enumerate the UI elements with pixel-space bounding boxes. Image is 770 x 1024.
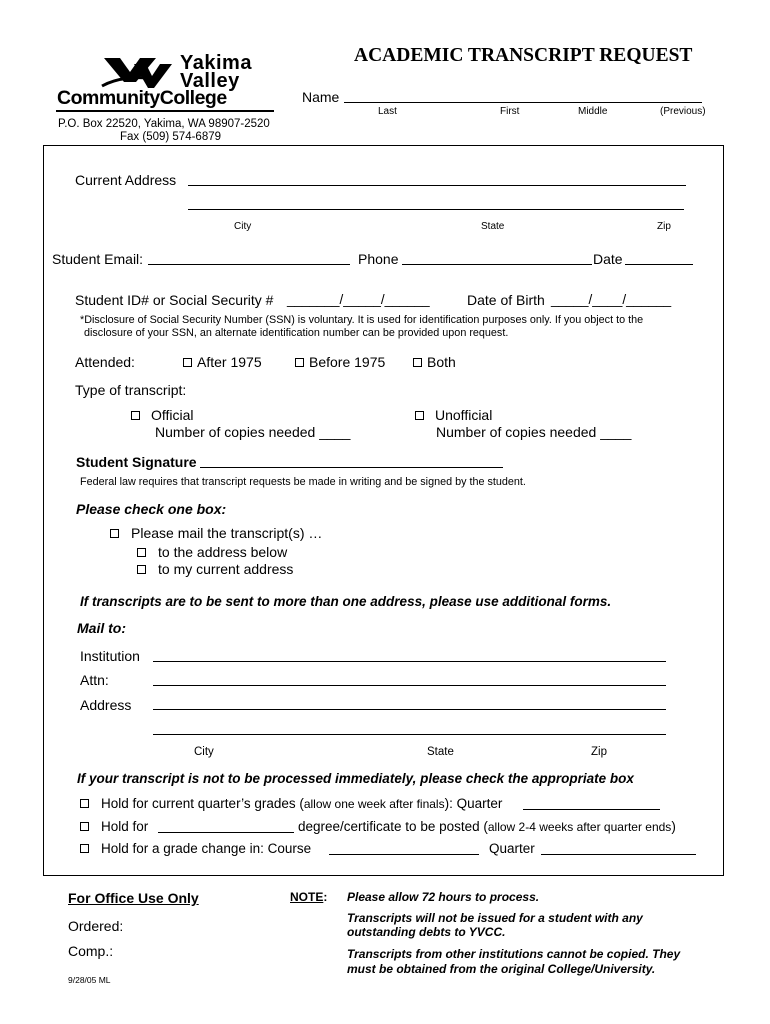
checkbox[interactable] [80,799,89,808]
mail-to-address-below[interactable]: to the address below [137,544,287,560]
mail-sub-city: City [194,746,214,758]
federal-note: Federal law requires that transcript requests be made in writing and be signed by the student. [80,476,526,488]
hold-degree-field[interactable] [158,832,294,833]
name-field[interactable] [344,102,702,103]
official-option[interactable]: Official [131,407,194,423]
institution-field[interactable] [153,661,666,662]
grade-quarter-field[interactable] [541,854,696,855]
page-title: ACADEMIC TRANSCRIPT REQUEST [354,45,693,66]
transcript-type-label: Type of transcript: [75,382,187,398]
note-line-2: Transcripts will not be issued for a student with any [347,911,643,925]
college-fax: Fax (509) 574-6879 [120,131,222,143]
checkbox[interactable] [131,411,140,420]
office-ordered: Ordered: [68,918,124,934]
attn-field[interactable] [153,685,666,686]
signature-field[interactable] [200,467,503,468]
dob-label: Date of Birth [467,292,545,308]
phone-label: Phone [358,251,399,267]
checkbox[interactable] [183,358,192,367]
mail-address-label: Address [80,697,132,713]
date-label: Date [593,251,623,267]
logo-yakima: Yakima [180,52,252,74]
current-address-field-2[interactable] [188,209,684,210]
checkbox[interactable] [80,822,89,831]
addr-sub-state: State [481,221,505,232]
hold-grade-change[interactable]: Hold for a grade change in: Course [80,841,311,856]
checkbox[interactable] [137,548,146,557]
checkbox[interactable] [415,411,424,420]
checkbox[interactable] [295,358,304,367]
office-use-heading: For Office Use Only [68,890,199,906]
attended-both[interactable]: Both [413,354,456,370]
student-id-field[interactable]: _______/_____/______ [287,292,430,307]
name-sub-last: Last [378,106,397,117]
mail-to-heading: Mail to: [77,620,126,636]
current-address-label: Current Address [75,172,177,188]
note-line-1: Please allow 72 hours to process. [347,890,540,904]
email-label: Student Email: [52,251,144,267]
processing-heading: If your transcript is not to be processed immediately, please check the appropriate box [77,771,634,786]
logo-valley: Valley [180,70,240,92]
checkbox[interactable] [80,844,89,853]
student-id-label: Student ID# or Social Security # [75,292,274,308]
hold-quarter-field[interactable] [523,809,660,810]
college-logo [52,52,277,114]
mail-to-current-address[interactable]: to my current address [137,561,293,577]
dob-field[interactable]: _____/____/______ [551,292,672,307]
mail-sub-state: State [427,746,454,758]
multi-address-note: If transcripts are to be sent to more than one address, please use additional forms. [80,594,612,609]
checkbox[interactable] [110,529,119,538]
mail-transcript-option[interactable]: Please mail the transcript(s) … [110,525,322,541]
office-comp: Comp.: [68,943,114,959]
name-sub-previous: (Previous) [660,106,706,117]
name-label: Name [302,89,340,105]
hold-current-quarter[interactable]: Hold for current quarter’s grades (allow one week after finals): Quarter [80,796,502,811]
unofficial-option[interactable]: Unofficial [415,407,492,423]
grade-quarter-label: Quarter [489,841,535,856]
attn-label: Attn: [80,672,109,688]
checkbox[interactable] [413,358,422,367]
attended-after-1975[interactable]: After 1975 [183,354,262,370]
hold-degree-text: degree/certificate to be posted (allow 2-4 weeks after quarter ends) [298,819,676,834]
note-line-5: must be obtained from the original College/University. [347,962,656,976]
addr-sub-zip: Zip [657,221,671,232]
mail-address-field-1[interactable] [153,709,666,710]
name-sub-first: First [500,106,520,117]
attended-before-1975[interactable]: Before 1975 [295,354,385,370]
yv-monogram-icon [100,52,178,92]
mail-sub-zip: Zip [591,746,607,758]
note-line-3: outstanding debts to YVCC. [347,925,506,939]
name-sub-middle: Middle [578,106,608,117]
revision-code: 9/28/05 ML [68,975,111,985]
course-field[interactable] [329,854,479,855]
email-field[interactable] [148,264,350,265]
date-field[interactable] [625,264,693,265]
check-one-heading: Please check one box: [76,501,227,517]
mail-address-field-2[interactable] [153,734,666,735]
unofficial-copies[interactable]: Number of copies needed ____ [436,424,632,440]
addr-sub-city: City [234,221,252,232]
attended-label: Attended: [75,354,135,370]
current-address-field-1[interactable] [188,185,686,186]
note-line-4: Transcripts from other institutions cannot be copied. They [347,947,681,961]
ssn-note-line2: disclosure of your SSN, an alternate identification number can be provided upon request. [84,327,509,339]
logo-community-college: CommunityCollege [57,87,227,109]
hold-degree[interactable]: Hold for [80,819,148,834]
college-address: P.O. Box 22520, Yakima, WA 98907-2520 [58,118,270,130]
note-label: NOTE: [290,890,328,904]
institution-label: Institution [80,648,140,664]
signature-label: Student Signature [76,454,197,470]
phone-field[interactable] [402,264,592,265]
ssn-note-line1: *Disclosure of Social Security Number (SSN) is voluntary. It is used for identification purposes only. If you object to the [80,314,644,326]
checkbox[interactable] [137,565,146,574]
official-copies[interactable]: Number of copies needed ____ [155,424,351,440]
